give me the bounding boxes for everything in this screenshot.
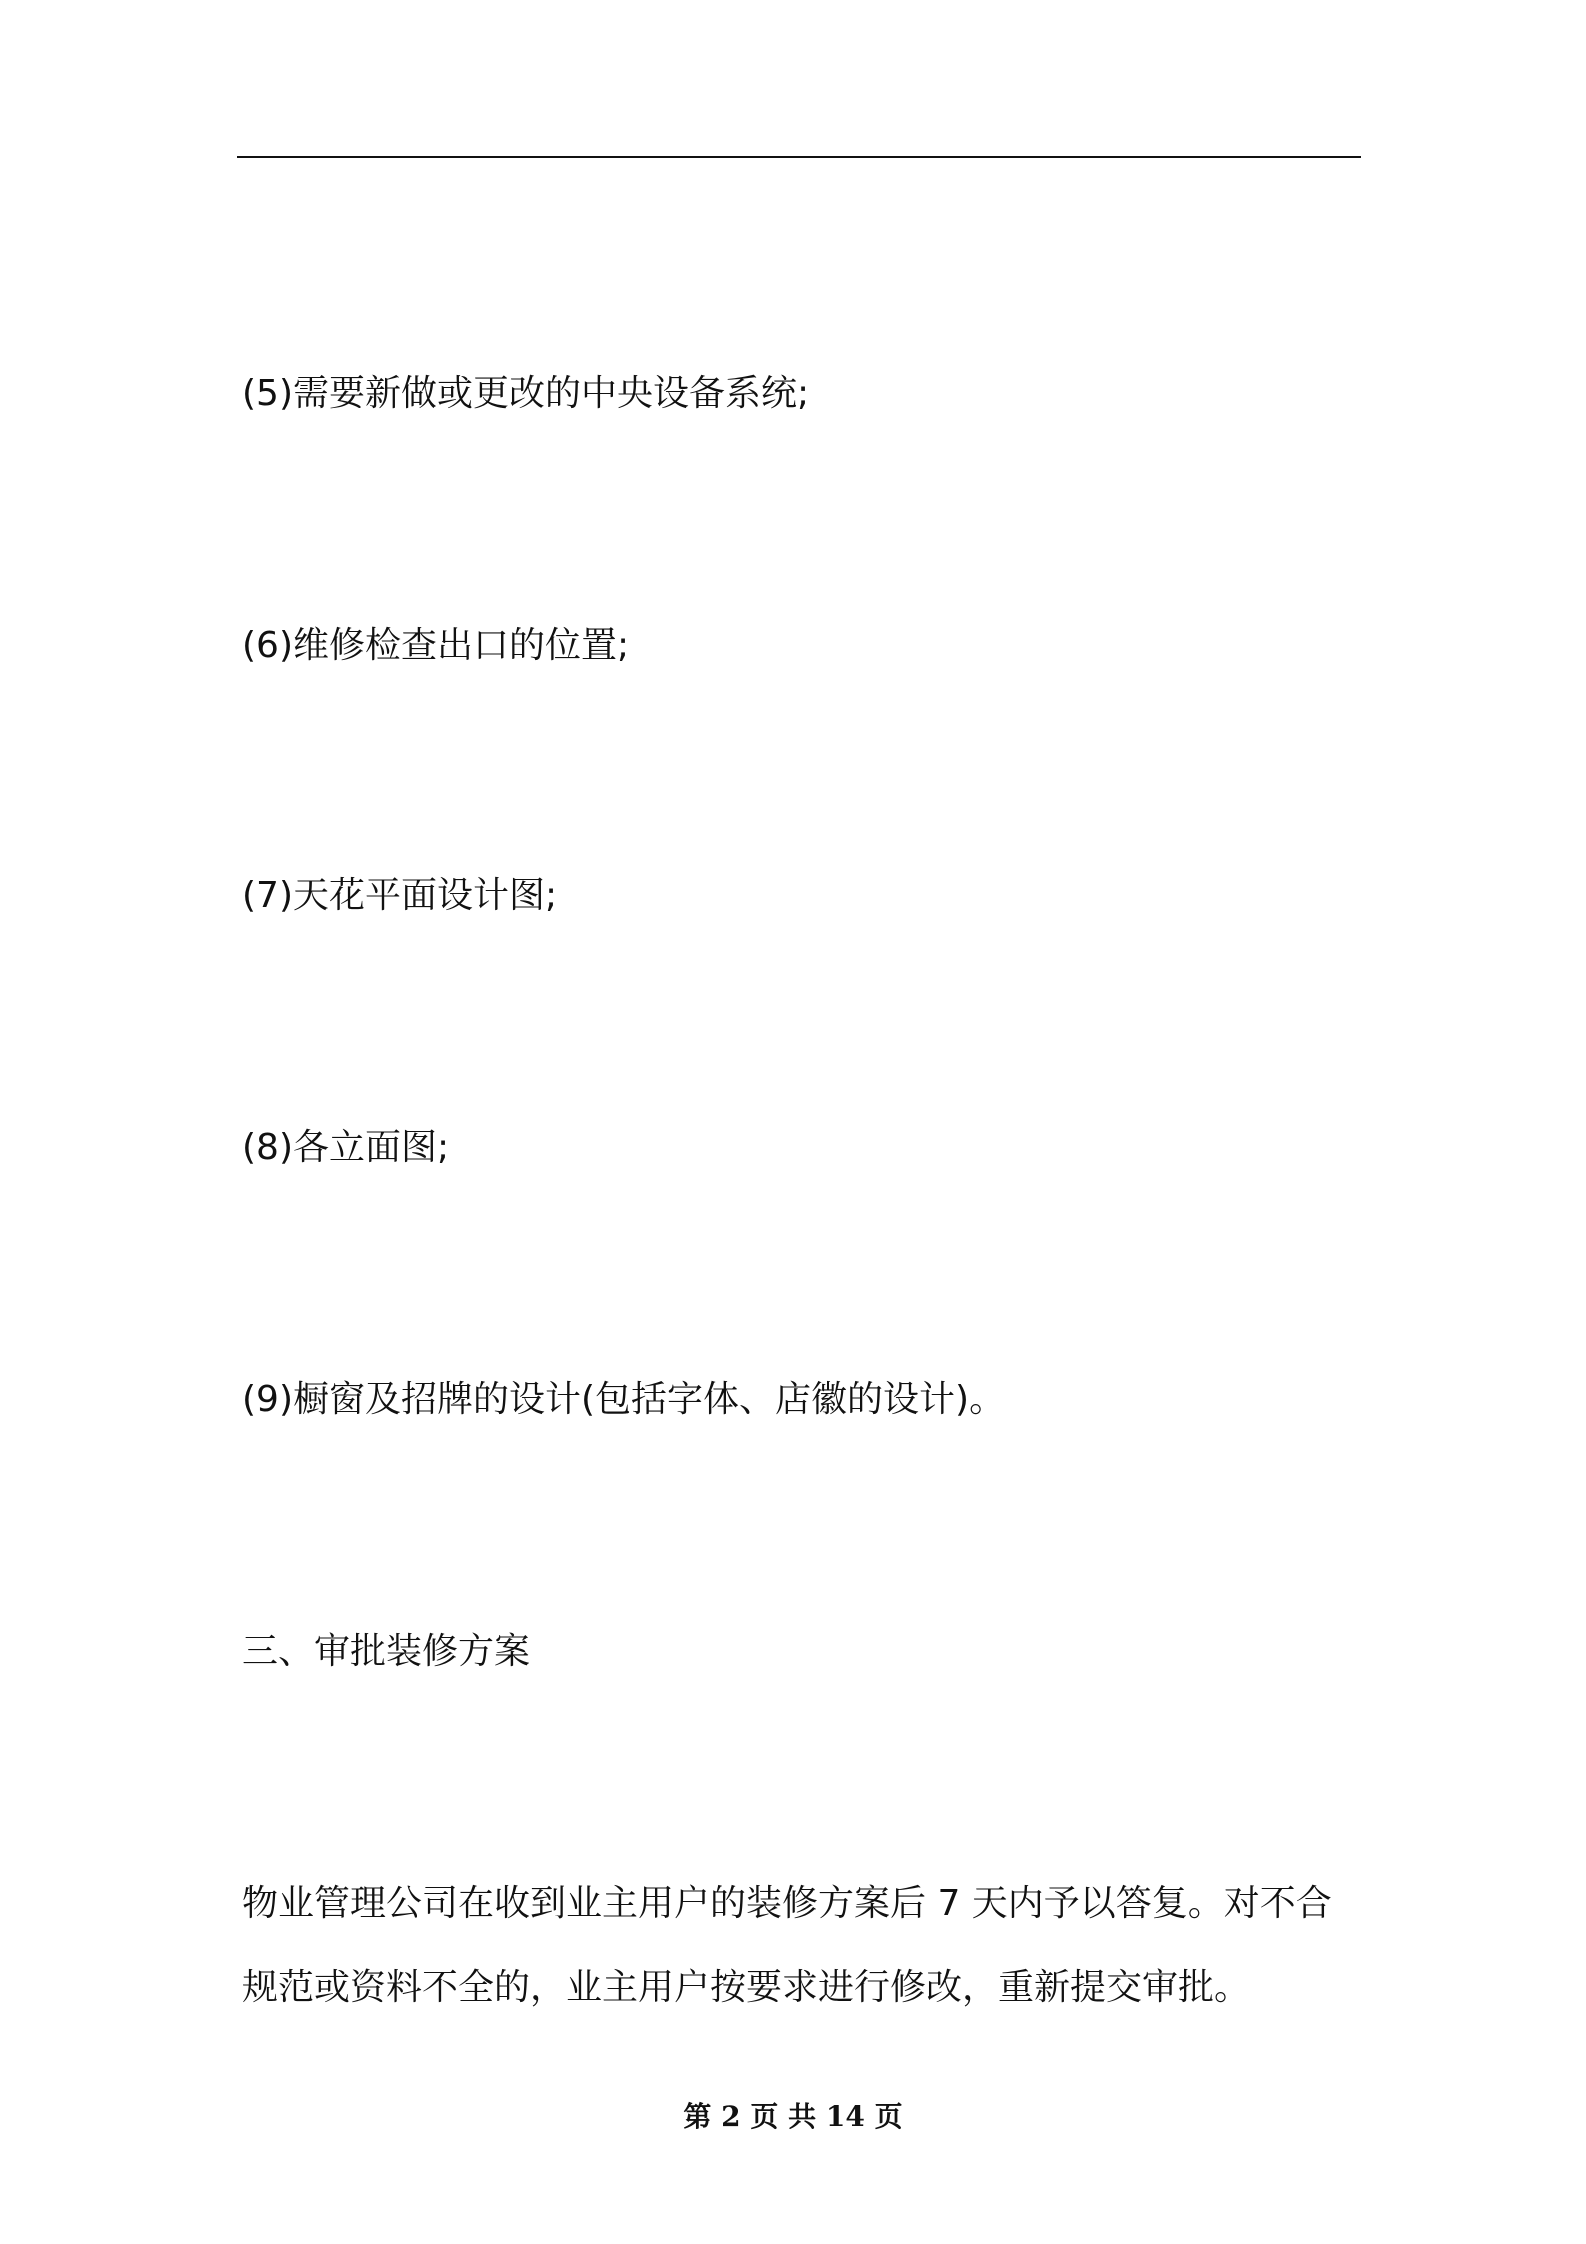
paragraph-line-2: 规范或资料不全的，业主用户按要求进行修改，重新提交审批。 xyxy=(242,1967,1251,2008)
paragraph-line-1: 物业管理公司在收到业主用户的装修方案后 7 天内予以答复。对不合 xyxy=(242,1883,1332,1924)
list-item-6: (6)维修检查出口的位置; xyxy=(242,625,630,666)
list-item-8: (8)各立面图; xyxy=(242,1127,450,1168)
page-number-footer: 第 2 页 共 14 页 xyxy=(683,2100,903,2133)
list-item-5: (5)需要新做或更改的中央设备系统; xyxy=(242,373,810,414)
list-item-9: (9)橱窗及招牌的设计(包括字体、店徽的设计)。 xyxy=(242,1379,1006,1420)
header-rule xyxy=(237,156,1361,158)
section-heading: 三、审批装修方案 xyxy=(242,1631,531,1672)
list-item-7: (7)天花平面设计图; xyxy=(242,875,558,916)
